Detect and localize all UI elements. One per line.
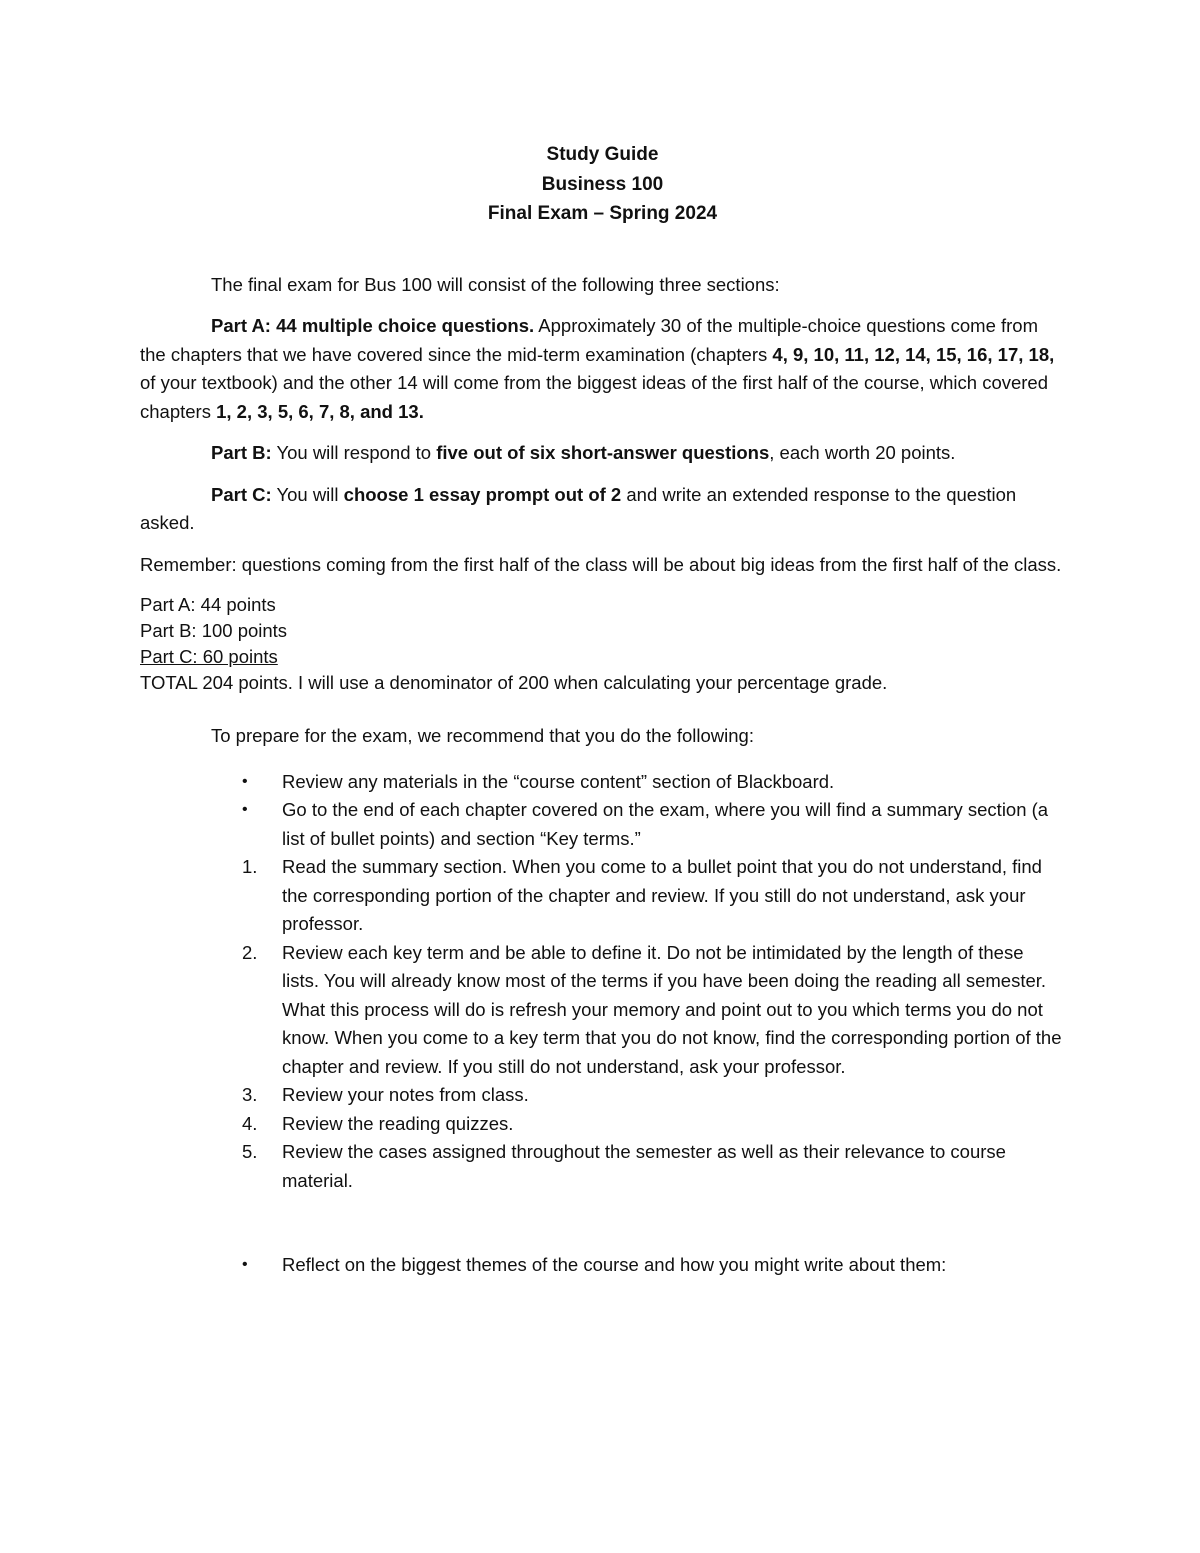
list-item: [140, 796, 1065, 853]
list-number: 2.: [242, 941, 258, 963]
list-number: 3.: [242, 1084, 258, 1105]
bullet-icon: •: [242, 772, 248, 790]
list-item-text: Review each key term and be able to define it. Do not be intimidated by the length of these lists. You will already know most of the terms if you have been doing the reading all semester. What this process will do is refresh your memory and point out to you which terms you do not know. When you come to a key term that you do not know, find the corresponding portion of the chapter and review. If you still do not understand, ask your professor.: [282, 941, 1062, 1077]
part-a-text-1: Approximately 30 of the multiple-choice questions come from the chapters that we have covered since the mid-term examination (chapters: [140, 315, 1039, 365]
list-item: [140, 853, 1065, 939]
part-a-text-2: of your textbook) and the other 14 will come from the biggest ideas of the first half of the course, which covered chapters: [140, 372, 1049, 422]
part-a-title: 44 multiple choice questions.: [270, 315, 535, 336]
list-item-text: Reflect on the biggest themes of the course and how you might write about them:: [282, 1254, 947, 1275]
title-line-3: Final Exam – Spring 2024: [487, 203, 718, 224]
part-b-bold: five out of six short-answer questions: [436, 442, 770, 463]
part-b-text-1: You will respond to: [271, 442, 437, 463]
remember-paragraph: Remember: questions coming from the first half of the class will be about big ideas from the first half of the class.: [140, 553, 1062, 575]
part-a-label: Part A:: [211, 315, 271, 336]
part-a-chapters-first-half: 1, 2, 3, 5, 6, 7, 8, and 13.: [216, 400, 424, 422]
bullet-list-top: [140, 768, 1065, 854]
list-item: [140, 1251, 1065, 1280]
numbered-list: [140, 853, 1065, 1195]
list-number: 1.: [242, 856, 258, 877]
points-part-b: Part B: 100 points: [140, 620, 288, 641]
title-line-2: Business 100: [541, 173, 664, 195]
points-part-a: Part A: 44 points: [140, 594, 276, 615]
list-item-text: Read the summary section. When you come to a bullet point that you do not understand, find the corresponding portion of the chapter and review. If you still do not understand, ask your professor.: [282, 856, 1042, 934]
list-item-text: Go to the end of each chapter covered on the exam, where you will find a summary section (a list of bullet points) and section “Key terms.”: [282, 799, 1049, 849]
list-item: [140, 1110, 1065, 1139]
list-number: 4.: [242, 1112, 258, 1134]
part-c-text-2: and write an extended response to the question asked.: [140, 483, 1017, 533]
points-total: TOTAL 204 points. I will use a denominator of 200 when calculating your percentage grade.: [140, 672, 888, 693]
bullet-list-bottom: [140, 1251, 1065, 1280]
list-item-text: Review the cases assigned throughout the semester as well as their relevance to course material.: [282, 1141, 1006, 1191]
document-title: [140, 140, 1065, 229]
part-a-paragraph: [140, 312, 1065, 426]
bullet-icon: •: [242, 801, 248, 818]
list-item-text: Review the reading quizzes.: [282, 1112, 514, 1134]
part-a-chapters-second-half: 4, 9, 10, 11, 12, 14, 15, 16, 17, 18,: [772, 343, 1055, 365]
part-c-paragraph: [140, 481, 1065, 538]
list-item: [140, 939, 1065, 1082]
title-line-1: Study Guide: [546, 144, 659, 165]
bullet-icon: •: [242, 1256, 248, 1273]
intro-paragraph: The final exam for Bus 100 will consist of the following three sections:: [211, 273, 780, 295]
list-item-text: Review any materials in the “course content” section of Blackboard.: [282, 770, 835, 792]
prepare-intro: To prepare for the exam, we recommend that you do the following:: [211, 725, 754, 746]
part-b-paragraph: [140, 439, 1065, 468]
points-part-c: Part C: 60 points: [140, 646, 278, 667]
list-number: 5.: [242, 1141, 258, 1162]
part-b-label: Part B:: [211, 442, 272, 463]
part-c-label: Part C:: [211, 483, 272, 505]
part-c-bold: choose 1 essay prompt out of 2: [343, 483, 622, 505]
list-item: [140, 1138, 1065, 1195]
points-summary: [140, 592, 1065, 696]
part-c-text-1: You will: [271, 483, 344, 505]
document-page: [140, 140, 1065, 1280]
list-item-text: Review your notes from class.: [282, 1084, 529, 1105]
list-item: [140, 768, 1065, 797]
list-item: [140, 1081, 1065, 1110]
part-b-text-2: , each worth 20 points.: [769, 442, 956, 463]
